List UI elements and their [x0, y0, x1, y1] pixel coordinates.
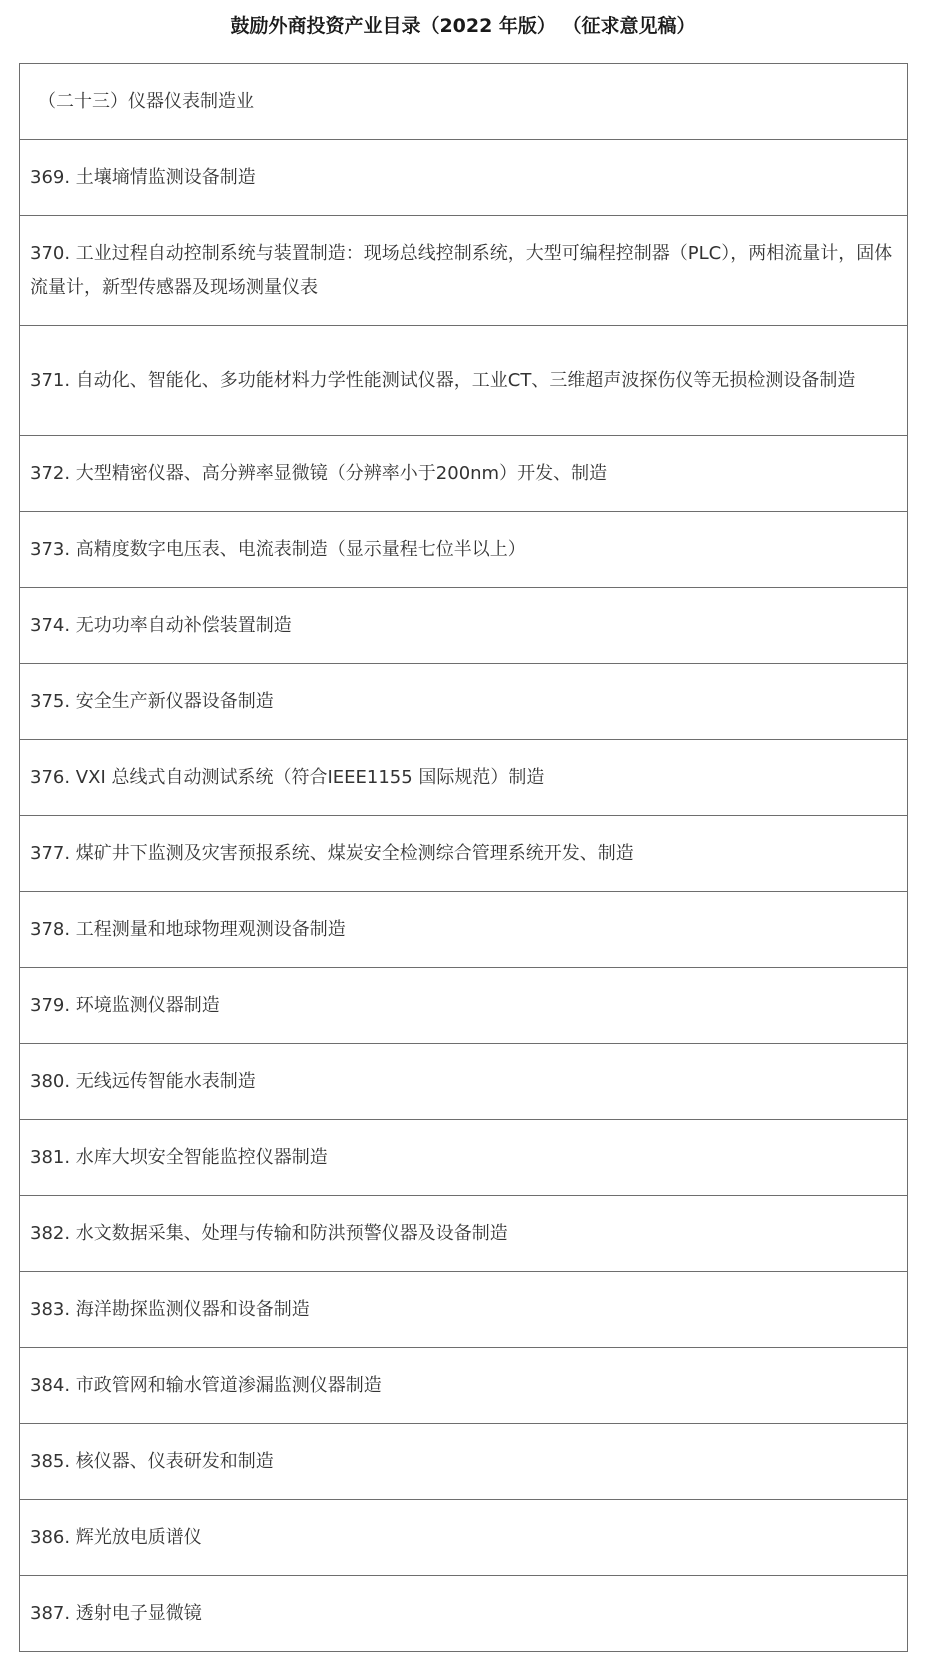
catalog-item: 372. 大型精密仪器、高分辨率显微镜（分辨率小于200nm）开发、制造	[20, 436, 908, 512]
table-row	[20, 740, 908, 816]
table-row	[20, 326, 908, 436]
table-row	[20, 1424, 908, 1500]
catalog-item: 384. 市政管网和输水管道渗漏监测仪器制造	[20, 1348, 908, 1424]
table-row	[20, 1500, 908, 1576]
catalog-item: 370. 工业过程自动控制系统与装置制造：现场总线控制系统，大型可编程控制器（PLC），两相流量计，固体流量计，新型传感器及现场测量仪表	[20, 216, 908, 326]
table-row	[20, 512, 908, 588]
table-row	[20, 1272, 908, 1348]
catalog-item: 378. 工程测量和地球物理观测设备制造	[20, 892, 908, 968]
catalog-item: 377. 煤矿井下监测及灾害预报系统、煤炭安全检测综合管理系统开发、制造	[20, 816, 908, 892]
section-header: （二十三）仪器仪表制造业	[20, 64, 908, 140]
table-row	[20, 816, 908, 892]
catalog-item: 387. 透射电子显微镜	[20, 1576, 908, 1652]
table-row	[20, 1348, 908, 1424]
document-title: 鼓励外商投资产业目录（2022 年版） （征求意见稿）	[230, 15, 696, 37]
catalog-item: 381. 水库大坝安全智能监控仪器制造	[20, 1120, 908, 1196]
catalog-item: 382. 水文数据采集、处理与传输和防洪预警仪器及设备制造	[20, 1196, 908, 1272]
section-header-row	[20, 64, 908, 140]
catalog-item: 376. VXI 总线式自动测试系统（符合IEEE1155 国际规范）制造	[20, 740, 908, 816]
table-row	[20, 436, 908, 512]
catalog-item: 383. 海洋勘探监测仪器和设备制造	[20, 1272, 908, 1348]
table-row	[20, 892, 908, 968]
table-row	[20, 1044, 908, 1120]
table-row	[20, 216, 908, 326]
catalog-item: 373. 高精度数字电压表、电流表制造（显示量程七位半以上）	[20, 512, 908, 588]
table-row	[20, 588, 908, 664]
catalog-table	[19, 63, 908, 1652]
table-row	[20, 1120, 908, 1196]
table-row	[20, 1196, 908, 1272]
catalog-item: 375. 安全生产新仪器设备制造	[20, 664, 908, 740]
table-row	[20, 1576, 908, 1652]
table-row	[20, 968, 908, 1044]
table-row	[20, 140, 908, 216]
table-row	[20, 664, 908, 740]
catalog-item: 371. 自动化、智能化、多功能材料力学性能测试仪器，工业CT、三维超声波探伤仪等无损检测设备制造	[20, 326, 908, 436]
catalog-item: 380. 无线远传智能水表制造	[20, 1044, 908, 1120]
catalog-item: 374. 无功功率自动补偿装置制造	[20, 588, 908, 664]
catalog-item: 386. 辉光放电质谱仪	[20, 1500, 908, 1576]
catalog-item: 385. 核仪器、仪表研发和制造	[20, 1424, 908, 1500]
catalog-item: 379. 环境监测仪器制造	[20, 968, 908, 1044]
catalog-item: 369. 土壤墒情监测设备制造	[20, 140, 908, 216]
